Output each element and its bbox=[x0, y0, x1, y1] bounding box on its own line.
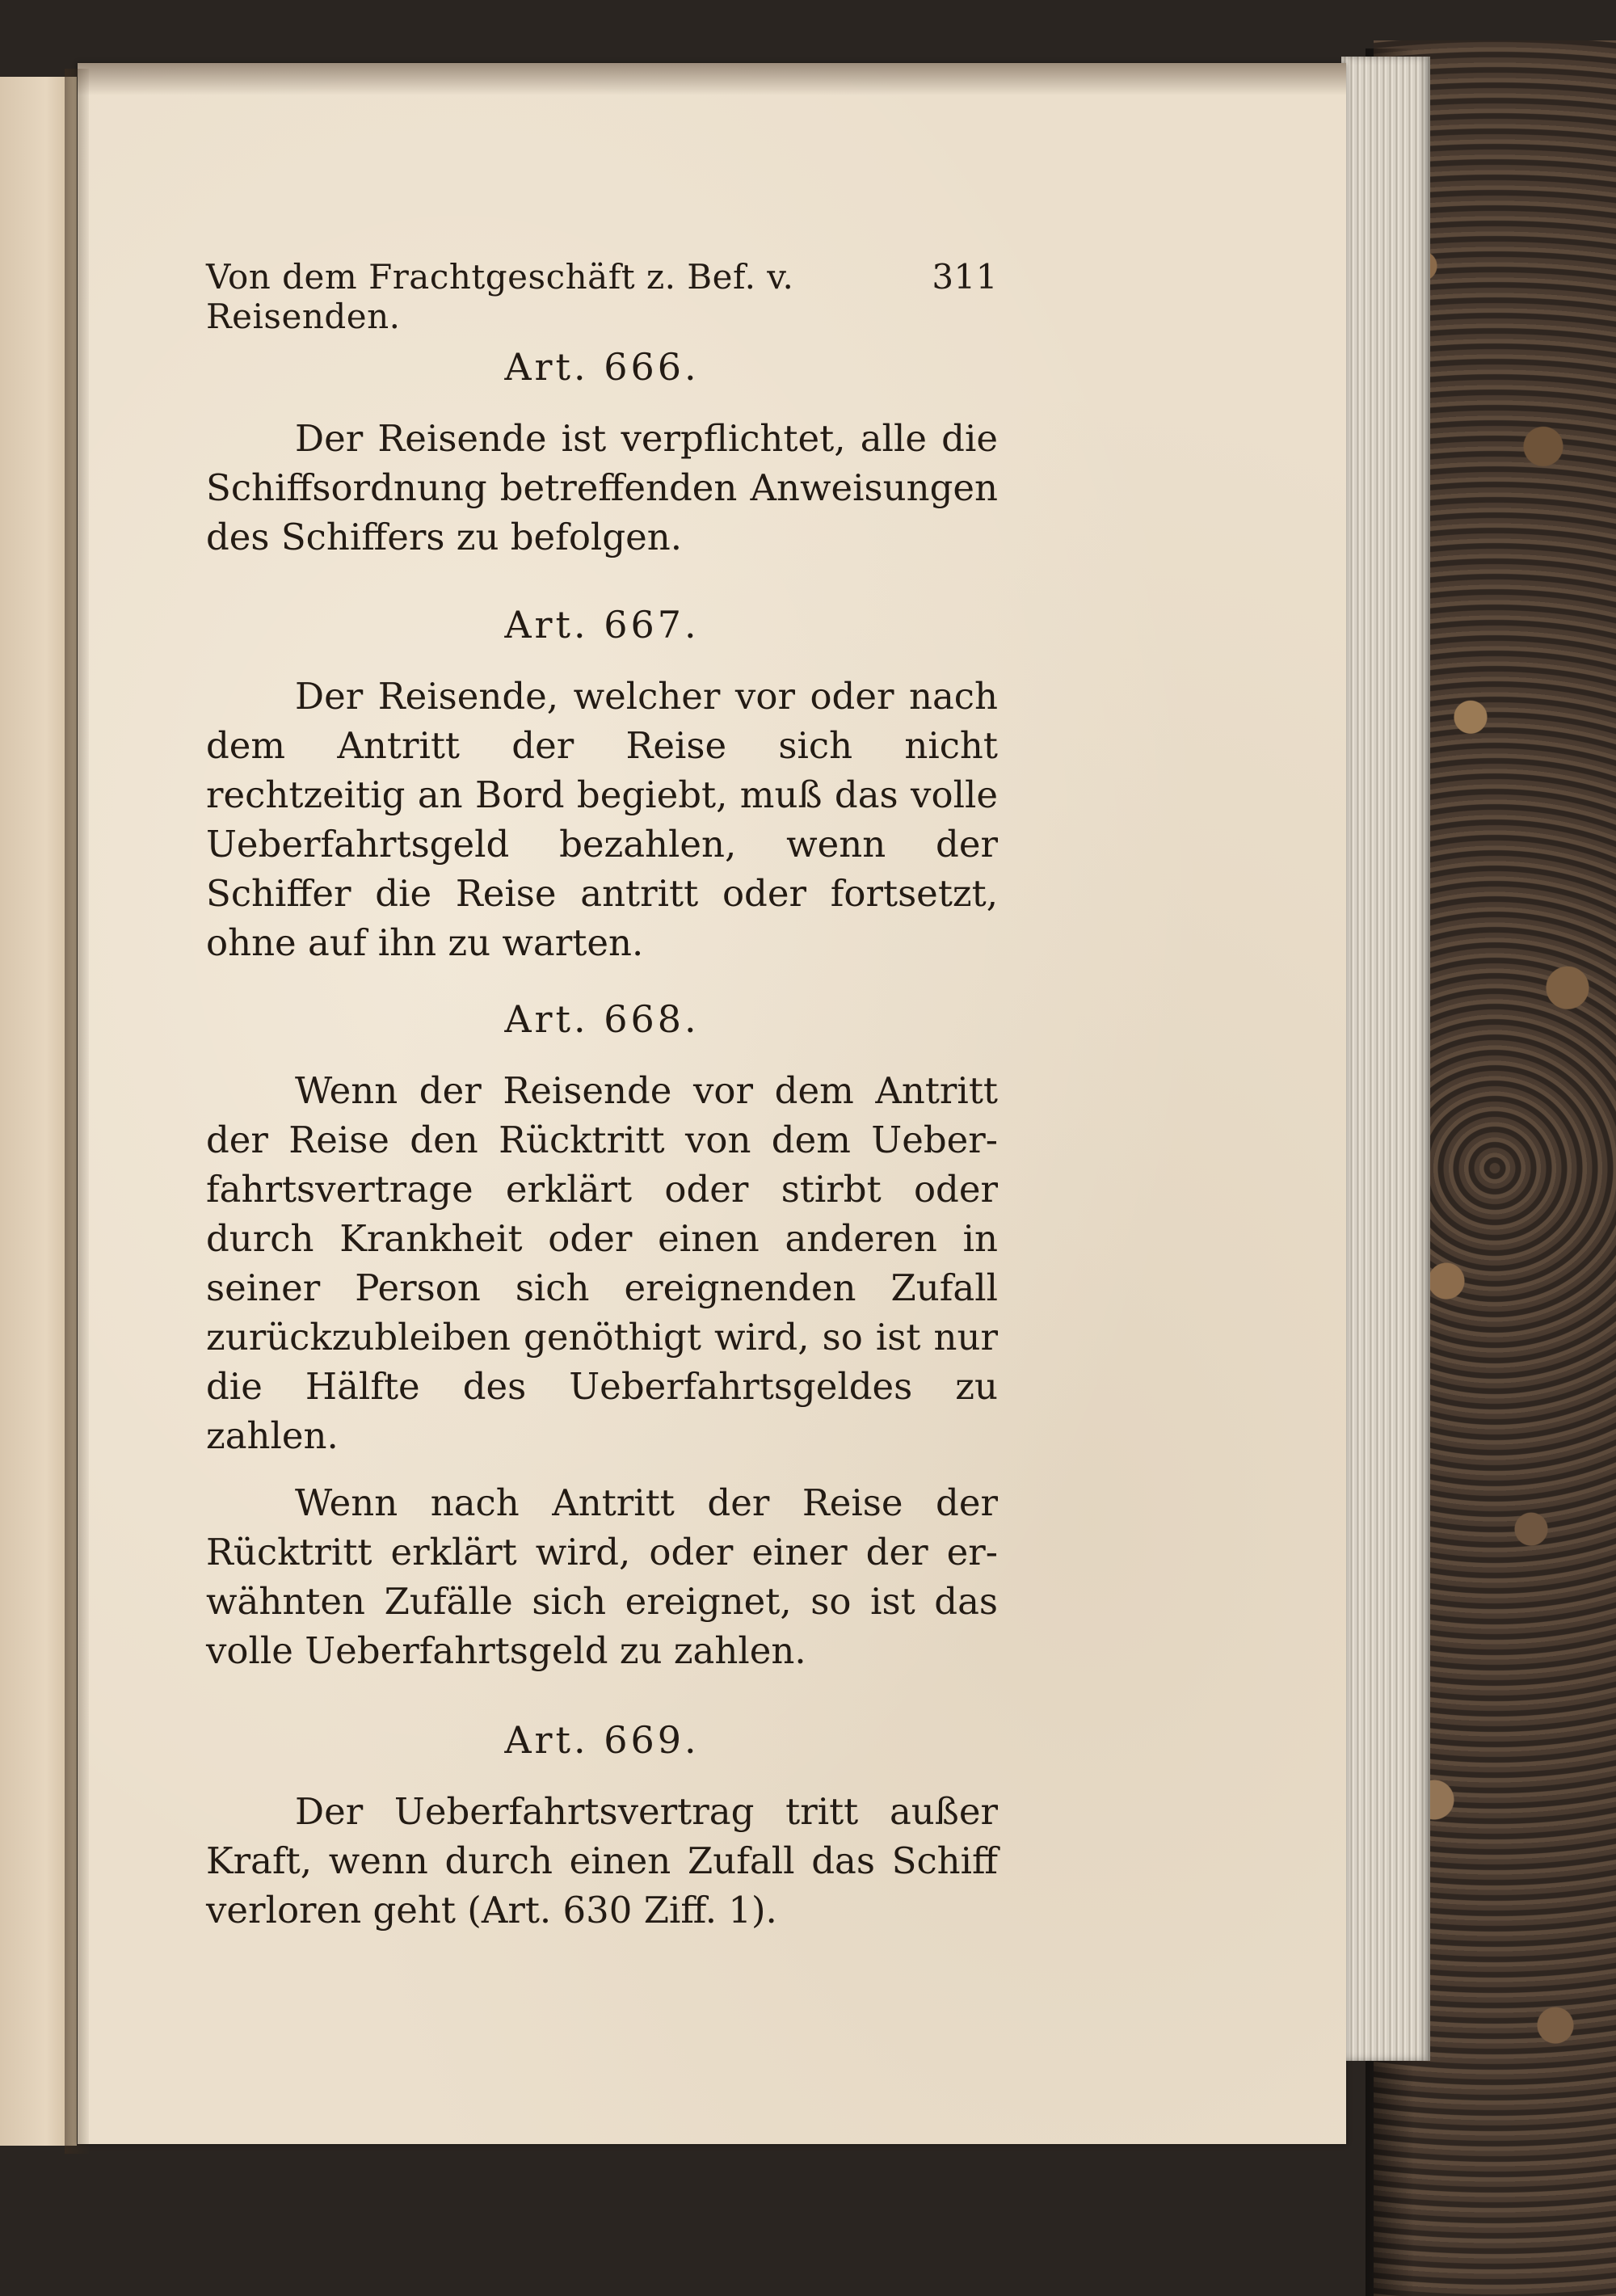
article-heading: Art. 667. bbox=[504, 603, 700, 647]
article-paragraph: Der Reisende, welcher vor oder nach dem Antritt der Reise sich nicht rechtzeitig an Bord begiebt, muß das volle Ueberfahrtsgeld bezahlen, wenn der Schiffer die Reise antritt oder fortsetzt, ohne auf ihn zu warten. bbox=[206, 675, 998, 964]
article-heading: Art. 666. bbox=[504, 345, 700, 389]
text-block bbox=[206, 257, 998, 1959]
binding-gutter bbox=[65, 69, 89, 2154]
article-paragraph: Der Reisende ist verpflichtet, alle die Schiffsordnung betreffenden Anweisungen des Schiffers zu befolgen. bbox=[206, 417, 998, 558]
page-number: 311 bbox=[932, 257, 998, 297]
article-heading: Art. 668. bbox=[504, 997, 700, 1041]
article-669 bbox=[206, 1716, 998, 1935]
page-top-shadow bbox=[78, 63, 1346, 95]
article-paragraph: Der Ueberfahrtsvertrag tritt außer Kraft, wenn durch einen Zufall das Schiff verloren geht (Art. 630 Ziff. 1). bbox=[206, 1790, 998, 1932]
article-668 bbox=[206, 995, 998, 1675]
running-head-title: Von dem Frachtgeschäft z. Bef. v. Reisenden. bbox=[206, 257, 794, 336]
article-heading: Art. 669. bbox=[504, 1718, 700, 1762]
page-stack-edges bbox=[1341, 57, 1430, 2061]
article-paragraph: Wenn der Reisende vor dem Antritt der Reise den Rücktritt von dem Ueberfahrtsvertrage erklärt oder stirbt oder durch Krankheit oder einen anderen in seiner Person sich ereignenden Zufall zurückzubleiben genöthigt wird, so ist nur die Hälfte des Ueberfahrtsgeldes zu zahlen. bbox=[206, 1069, 998, 1457]
article-paragraph: Wenn nach Antritt der Reise der Rücktritt erklärt wird, oder einer der erwähnten Zufälle sich ereignet, so ist das volle Ueberfahrtsgeld zu zahlen. bbox=[206, 1481, 998, 1672]
article-667 bbox=[206, 600, 998, 967]
article-666 bbox=[206, 343, 998, 562]
running-head bbox=[206, 257, 998, 336]
